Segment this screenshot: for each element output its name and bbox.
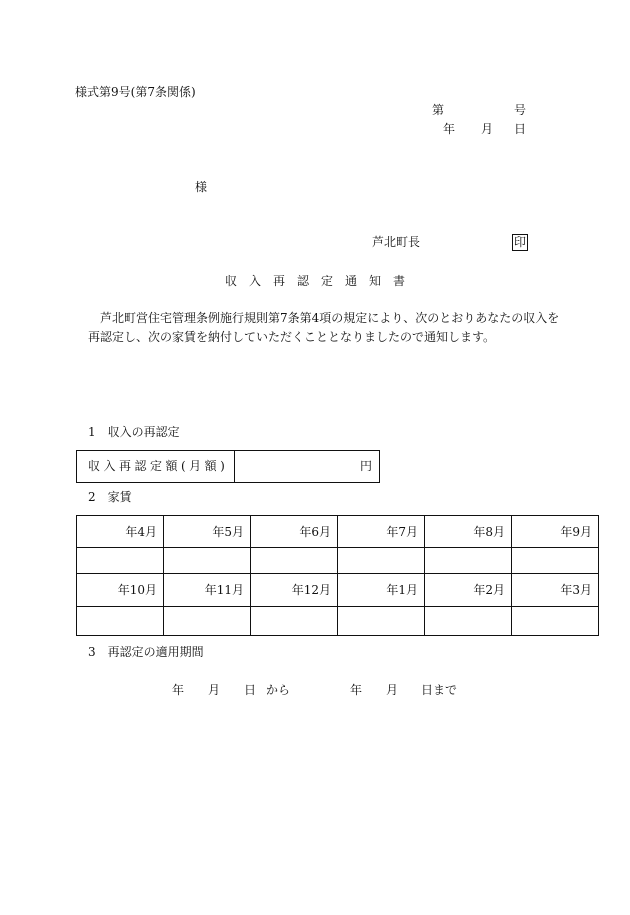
period-to-month: 月 bbox=[386, 683, 399, 697]
rent-amount-cell bbox=[251, 607, 338, 636]
rent-month-header: 年3月 bbox=[512, 574, 599, 607]
period-from-year: 年 bbox=[172, 683, 185, 697]
section-2-heading: 2 家賃 bbox=[88, 490, 132, 504]
rent-amount-cell bbox=[338, 607, 425, 636]
income-table bbox=[76, 450, 380, 483]
period-from-month: 月 bbox=[208, 683, 221, 697]
rent-table bbox=[76, 515, 599, 636]
period-from-day: 日 bbox=[244, 683, 257, 697]
section-3-heading: 3 再認定の適用期間 bbox=[88, 645, 204, 659]
rent-amount-cell bbox=[251, 548, 338, 574]
rent-month-header: 年1月 bbox=[338, 574, 425, 607]
income-label: 収入再認定額(月額) bbox=[77, 451, 235, 482]
reference-go: 号 bbox=[514, 103, 527, 117]
rent-amount-cell bbox=[164, 607, 251, 636]
period-from-suffix: から bbox=[266, 683, 291, 697]
rent-amount-cell bbox=[512, 548, 599, 574]
rent-month-header: 年7月 bbox=[338, 516, 425, 548]
rent-amount-cell bbox=[164, 548, 251, 574]
body-line-1: 芦北町営住宅管理条例施行規則第7条第4項の規定により、次のとおりあなたの収入を bbox=[100, 311, 560, 325]
rent-amount-cell bbox=[512, 607, 599, 636]
rent-month-header: 年9月 bbox=[512, 516, 599, 548]
date-day: 日 bbox=[514, 122, 527, 136]
document-title: 収入再認定通知書 bbox=[225, 274, 418, 288]
reference-dai: 第 bbox=[432, 103, 445, 117]
rent-amount-cell bbox=[77, 548, 164, 574]
seal-mark: 印 bbox=[513, 235, 526, 249]
date-year: 年 bbox=[443, 122, 456, 136]
income-unit: 円 bbox=[359, 459, 372, 473]
rent-month-header: 年5月 bbox=[164, 516, 251, 548]
date-month: 月 bbox=[481, 122, 494, 136]
rent-month-header: 年4月 bbox=[77, 516, 164, 548]
rent-month-header: 年2月 bbox=[425, 574, 512, 607]
rent-amount-cell bbox=[338, 548, 425, 574]
rent-header-row-1 bbox=[77, 516, 599, 548]
rent-month-header: 年10月 bbox=[77, 574, 164, 607]
period-to-day-suffix: 日まで bbox=[421, 683, 458, 697]
issuer-name: 芦北町長 bbox=[372, 235, 421, 249]
addressee-honorific: 様 bbox=[195, 180, 208, 194]
rent-month-header: 年12月 bbox=[251, 574, 338, 607]
rent-month-header: 年11月 bbox=[164, 574, 251, 607]
section-1-heading: 1 収入の再認定 bbox=[88, 425, 180, 439]
rent-amount-cell bbox=[425, 607, 512, 636]
body-line-2: 再認定し、次の家賃を納付していただくこととなりましたので通知します。 bbox=[88, 330, 496, 344]
period-to-year: 年 bbox=[350, 683, 363, 697]
rent-month-header: 年6月 bbox=[251, 516, 338, 548]
rent-amount-row-2 bbox=[77, 607, 599, 636]
rent-month-header: 年8月 bbox=[425, 516, 512, 548]
rent-amount-row-1 bbox=[77, 548, 599, 574]
form-number: 様式第9号(第7条関係) bbox=[75, 85, 196, 99]
rent-amount-cell bbox=[425, 548, 512, 574]
rent-amount-cell bbox=[77, 607, 164, 636]
rent-header-row-2 bbox=[77, 574, 599, 607]
